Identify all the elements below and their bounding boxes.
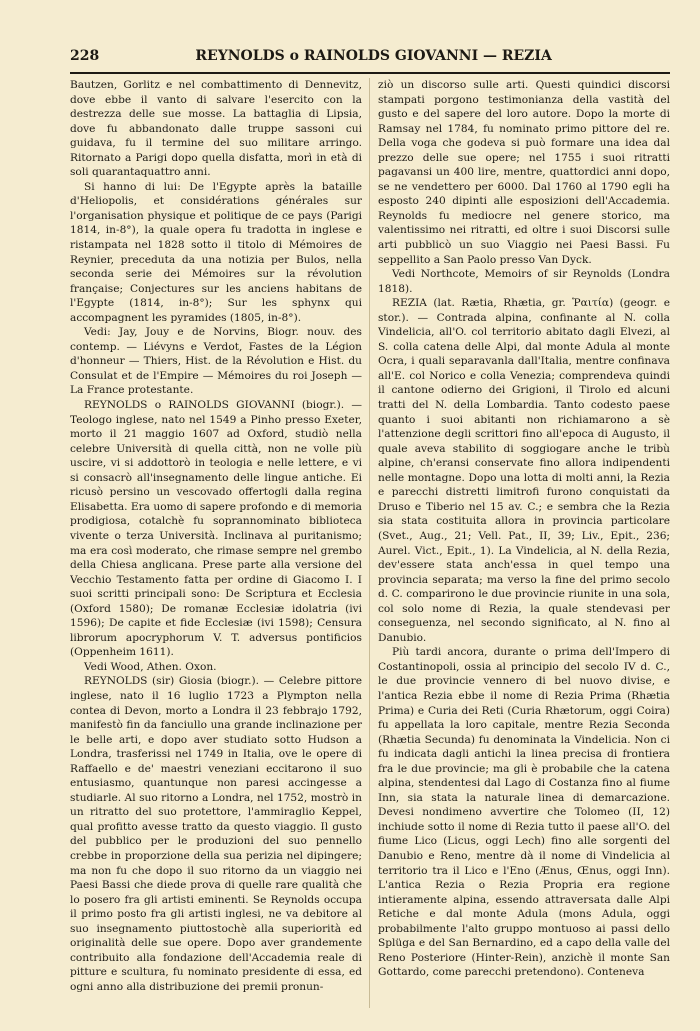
entry-reynolds-giosia: REYNOLDS (sir) Giosia (biogr.). — Celebre pittore inglese, nato il 16 luglio 1723 a Plympton nella contea di Devon, morto a Londra il 23 febbrajo 1792, manifestò fin da fanciullo una grande inclinazione per le belle arti, e dopo aver studiato sotto Hudson a Londra, trasferissi nel 1749 in Italia, ove le opere di Raffaello e de' maestri veneziani eccitarono il suo entusiasmo, quantunque non paresi accingesse a studiarle. Al suo ritorno a Londra, nel 1752, mostrò in un ritratto del suo protettore, l'ammiraglio Keppel, qual profitto avesse tratto da questo viaggio. Il gusto del pubblico per le produzioni del suo pennello crebbe in proporzione della sua perizia nel dipingere; ma non fu che dopo il suo ritorno da un viaggio nei Paesi Bassi che diede prova di quelle rare qualità che lo posero fra gli artisti eminenti. Se Reynolds occupa il primo posto fra gli artisti inglesi, ne va debitore al suo insegnamento piuttostochè alla superiorità ed originalità delle sue opere. Dopo aver grandemente contribuito alla fondazione dell'Accademia reale di pitture e scultura, fu nominato presidente di essa, ed ogni anno alla distribuzione dei premii pronun- (70, 675, 362, 993)
paragraph: Vedi Wood, Athen. Oxon. (84, 660, 217, 673)
paragraph: Più tardi ancora, durante o prima dell'Impero di Costantinopoli, ossia al principio del secolo IV d. C., le due provincie vennero di bel nuovo divise, e l'antica Rezia ebbe il nome di Rezia Prima (Rhætia Prima) e Curia dei Reti (Curia Rhætorum, oggi Coira) fu appellata la loro capitale, mentre Rezia Seconda (Rhætia Secunda) fu denominata la Vindelicia. Non ci fu indicata dagli antichi la linea precisa di frontiera fra le due provincie; ma gli è probabile che la catena alpina, stendentesi dal Lago di Costanza fino al fiume Inn, sia stata la naturale linea di demarcazione. Devesi nondimeno avvertire che Tolomeo (II, 12) inchiude sotto il nome di Rezia tutto il paese all'O. del fiume Lico (Licus, oggi Lech) fino alle sorgenti del Danubio e Reno, mentre dà il nome di Vindelicia al territorio tra il Lico e l'Eno (Ænus, Œnus, oggi Inn). L'antica Rezia o Rezia Propria era regione intieramente alpina, essendo attraversata dalle Alpi Retiche e dal monte Adula (mons Adula, oggi probabilmente l'alto gruppo montuoso ai passi dello Splüga e del San Bernardino, ed a capo della valle del Reno Posteriore (Hinter-Rein), anzichè il monte San Gottardo, come parecchi pretendono). Conteneva (378, 646, 670, 979)
entry-rezia: REZIA (lat. Rætia, Rhætia, gr. Ῥαιτία) (geogr. e stor.). — Contrada alpina, confinante al N. colla Vindelicia, all'O. col territorio abitato dagli Elvezi, al S. colla catena delle Alpi, dal monte Adula al monte Ocra, i quali separavanla dall'Italia, mentre confinava all'E. col Norico e colla Venezia; comprendeva quindi il cantone odierno dei Grigioni, il Tirolo ed alcuni tratti del N. della Lombardia. Tanto codesto paese quanto i suoi abitanti non richiamarono a sè l'attenzione degli scrittori fino all'epoca di Augusto, il quale aveva stabilito di soggiogare anche le tribù alpine, ch'eransi conservate fino allora indipendenti nelle montagne. Dopo una lotta di molti anni, la Rezia e parecchi distretti limitrofi furono conquistati da Druso e Tiberio nel 15 av. C.; e sembra che la Rezia sia stata costituita allora in provincia particolare (Svet., Aug., 21; Vell. Pat., II, 39; Liv., Epit., 236; Aurel. Vict., Epit., 1). La Vindelicia, al N. della Rezia, dev'essere stata anch'essa in quel tempo una provincia separata; ma verso la fine del primo secolo d. C. comparirono le due provincie riunite in una sola, col solo nome di Rezia, la quale stendevasi per conseguenza, nel secondo significato, al N. fino al Danubio. (378, 297, 670, 644)
paragraph: Vedi: Jay, Jouy e de Norvins, Biogr. nouv. des contemp. — Liévyns e Verdot, Fastes de la Légion d'honneur — Thiers, Hist. de la Révolution e Hist. du Consulat et de l'Empire — Mémoires du roi Joseph — La France protestante. (70, 326, 362, 397)
paragraph: Bautzen, Gorlitz e nel combattimento di Dennevitz, dove ebbe il vanto di salvare l'esercito con la destrezza delle sue mosse. La battaglia di Lipsia, dove fu abbandonato dalle truppe sassoni cui guidava, fu il termine del suo militare arringo. Ritornato a Parigi dopo quella disfatta, morì in età di soli quarantaquattro anni. (70, 79, 362, 179)
entry-reynolds-giovanni: REYNOLDS o RAINOLDS GIOVANNI (biogr.). — Teologo inglese, nato nel 1549 a Pinho presso Exeter, morto il 21 maggio 1607 ad Oxford, studiò nella celebre Università di quella città, non ne volle più uscire, vi si addottorò in teologia e nelle lettere, e vi si consacrò all'insegnamento delle lingue antiche. Ei ricusò persino un vescovado offertogli dalla regina Elisabetta. Era uomo di sapere profondo e di memoria prodigiosa, cotalchè fu soprannominato biblioteca vivente o terza Università. Inclinava al puritanismo; ma era così moderato, che rimase sempre nel grembo della Chiesa anglicana. Prese parte alla versione del Vecchio Testamento fatta per ordine di Giacomo I. I suoi scritti principali sono: De Scriptura et Ecclesia (Oxford 1580); De romanæ Ecclesiæ idolatria (ivi 1596); De capite et fide Ecclesiæ (ivi 1598); Censura librorum apocryphorum V. T. adversus pontificios (Oppenheim 1611). (70, 399, 362, 659)
running-header (70, 48, 670, 70)
paragraph: ziò un discorso sulle arti. Questi quindici discorsi stampati porgono testimonianza della vastità del gusto e del sapere del loro autore. Dopo la morte di Ramsay nel 1784, fu nominato primo pittore del re. Della voga che godeva si può formare una idea dal prezzo delle sue opere; nel 1755 i suoi ritratti pagavansi un 400 lire, mentre, quattordici anni dopo, se ne vendettero per 6000. Dal 1760 al 1790 egli ha esposto 240 dipinti alle esposizioni dell'Accademia. Reynolds fu mediocre nel genere storico, ma valentissimo nei ritratti, ed oltre i suoi Discorsi sulle arti pubblicò un suo Viaggio nei Paesi Bassi. Fu seppellito a San Paolo presso Van Dyck. (378, 79, 670, 266)
page-number: 228 (70, 48, 100, 64)
header-rule (70, 72, 670, 74)
right-column (378, 78, 670, 1008)
column-gutter (369, 78, 370, 1008)
paragraph: Vedi Northcote, Memoirs of sir Reynolds (Londra 1818). (378, 268, 670, 295)
running-title: REYNOLDS o RAINOLDS GIOVANNI — REZIA (195, 48, 552, 64)
left-column (70, 78, 362, 1008)
paragraph: Si hanno di lui: De l'Egypte après la bataille d'Heliopolis, et considérations générales sur l'organisation physique et politique de ce pays (Parigi 1814, in-8°), la quale opera fu tradotta in inglese e ristampata nel 1828 sotto il titolo di Mémoires de Reynier, preceduta da una notizia per Bulos, nella seconda serie dei Mémoires sur la révolution française; Conjectures sur les anciens habitans de l'Egypte (1814, in-8°); Sur les sphynx qui accompagnent les pyramides (1805, in-8°). (70, 180, 362, 324)
